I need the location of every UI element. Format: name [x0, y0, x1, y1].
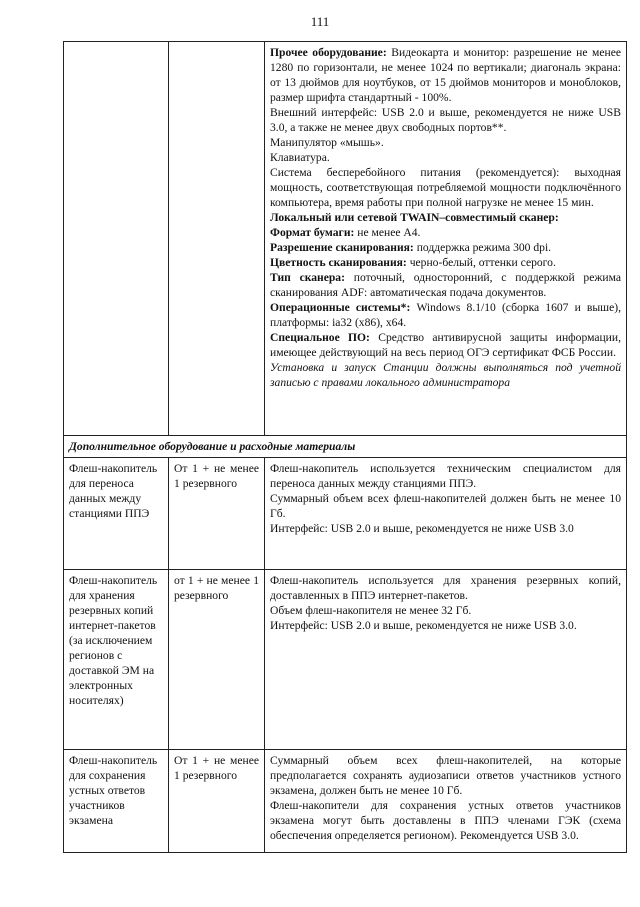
item-requirements: [265, 458, 627, 570]
requirement-line: Объем флеш-накопителя не менее 32 Гб.: [270, 604, 472, 617]
page-number: 111: [310, 14, 330, 29]
other-equipment-text: Видеокарта и монитор: разрешение не менее 1280 по горизонтали, не менее 1024 по вертикали; диагональ экрана: от 13 дюймов для ноутбуков, от 15 дюймов мониторов и моноблоков, размер шрифта стандартный - 100%.: [270, 46, 622, 104]
item-name: Флеш-накопитель для хранения резервных копий интернет-пакетов (за исключением регионов с доставкой ЭМ на электронных носителях): [64, 570, 169, 750]
paper-label: Формат бумаги:: [270, 226, 355, 239]
requirements-table: [63, 41, 627, 853]
requirement-line: Суммарный объем всех флеш-накопителей, на которые предполагается сохранять аудиозаписи ответов участников устного экзамена, должен быть не менее 10 Гб.: [270, 754, 621, 797]
item-quantity: От 1 + не менее 1 резервного: [169, 750, 265, 853]
requirement-line: Флеш-накопители для сохранения устных ответов участников экзамена могут быть доставлены в ППЭ членами ГЭК (схема обеспечения определяется регионом). Рекомендуется USB 3.0.: [270, 799, 621, 842]
color-value: черно-белый, оттенки серого.: [409, 256, 556, 269]
section-header-row: [64, 436, 627, 458]
empty-cell: [64, 42, 169, 436]
paper-value: не менее А4.: [357, 226, 421, 239]
external-interface: Внешний интерфейс: USB 2.0 и выше, рекомендуется не ниже USB 3.0, а также не менее двух свободных портов**.: [270, 106, 621, 134]
keyboard-text: Клавиатура.: [270, 151, 330, 164]
table-row: [64, 750, 627, 853]
software-value: Средство антивирусной защиты информации, имеющее действующий на весь период ОГЭ сертификат ФСБ России.: [270, 331, 621, 359]
resolution-label: Разрешение сканирования:: [270, 241, 414, 254]
os-value: Windows 8.1/10 (сборка 1607 и выше), платформы: ia32 (x86), x64.: [270, 301, 621, 329]
install-note: Установка и запуск Станции должны выполняться под учетной записью с правами локального администратора: [270, 361, 621, 389]
section-title: Дополнительное оборудование и расходные материалы: [64, 436, 627, 458]
type-label: Тип сканера:: [270, 271, 345, 284]
software-label: Специальное ПО:: [270, 331, 370, 344]
table-row: [64, 458, 627, 570]
requirement-line: Суммарный объем всех флеш-накопителей должен быть не менее 10 Гб.: [270, 492, 621, 520]
item-quantity: от 1 + не менее 1 резервного: [169, 570, 265, 750]
requirement-line: Флеш-накопитель используется для хранения резервных копий, доставленных в ППЭ интернет-пакетов.: [270, 574, 621, 602]
item-name: Флеш-накопитель для переноса данных между станциями ППЭ: [64, 458, 169, 570]
item-requirements: [265, 570, 627, 750]
item-requirements: [265, 750, 627, 853]
resolution-value: поддержка режима 300 dpi.: [416, 241, 552, 254]
mouse-text: Манипулятор «мышь».: [270, 136, 384, 149]
other-equipment-title: Прочее оборудование:: [270, 46, 387, 59]
item-name: Флеш-накопитель для сохранения устных ответов участников экзамена: [64, 750, 169, 853]
table-row: [64, 570, 627, 750]
ups-text: Система бесперебойного питания (рекомендуется): выходная мощность, соответствующая потребляемой мощности подключённого компьютера, время работы при полной нагрузке не менее 15 мин.: [270, 166, 621, 209]
equipment-spec-cell: [265, 42, 627, 436]
item-quantity: От 1 + не менее 1 резервного: [169, 458, 265, 570]
type-value: поточный, односторонний, с поддержкой режима сканирования ADF: автоматическая подача документов.: [270, 271, 621, 299]
requirement-line: Интерфейс: USB 2.0 и выше, рекомендуется не ниже USB 3.0.: [270, 619, 577, 632]
requirement-line: Интерфейс: USB 2.0 и выше, рекомендуется не ниже USB 3.0: [270, 522, 574, 535]
color-label: Цветность сканирования:: [270, 256, 407, 269]
scanner-title: Локальный или сетевой TWAIN–совместимый сканер:: [270, 211, 559, 224]
table-row: [64, 42, 627, 436]
requirement-line: Флеш-накопитель используется техническим специалистом для переноса данных между станциями ППЭ.: [270, 462, 621, 490]
empty-cell: [169, 42, 265, 436]
os-label: Операционные системы*:: [270, 301, 411, 314]
